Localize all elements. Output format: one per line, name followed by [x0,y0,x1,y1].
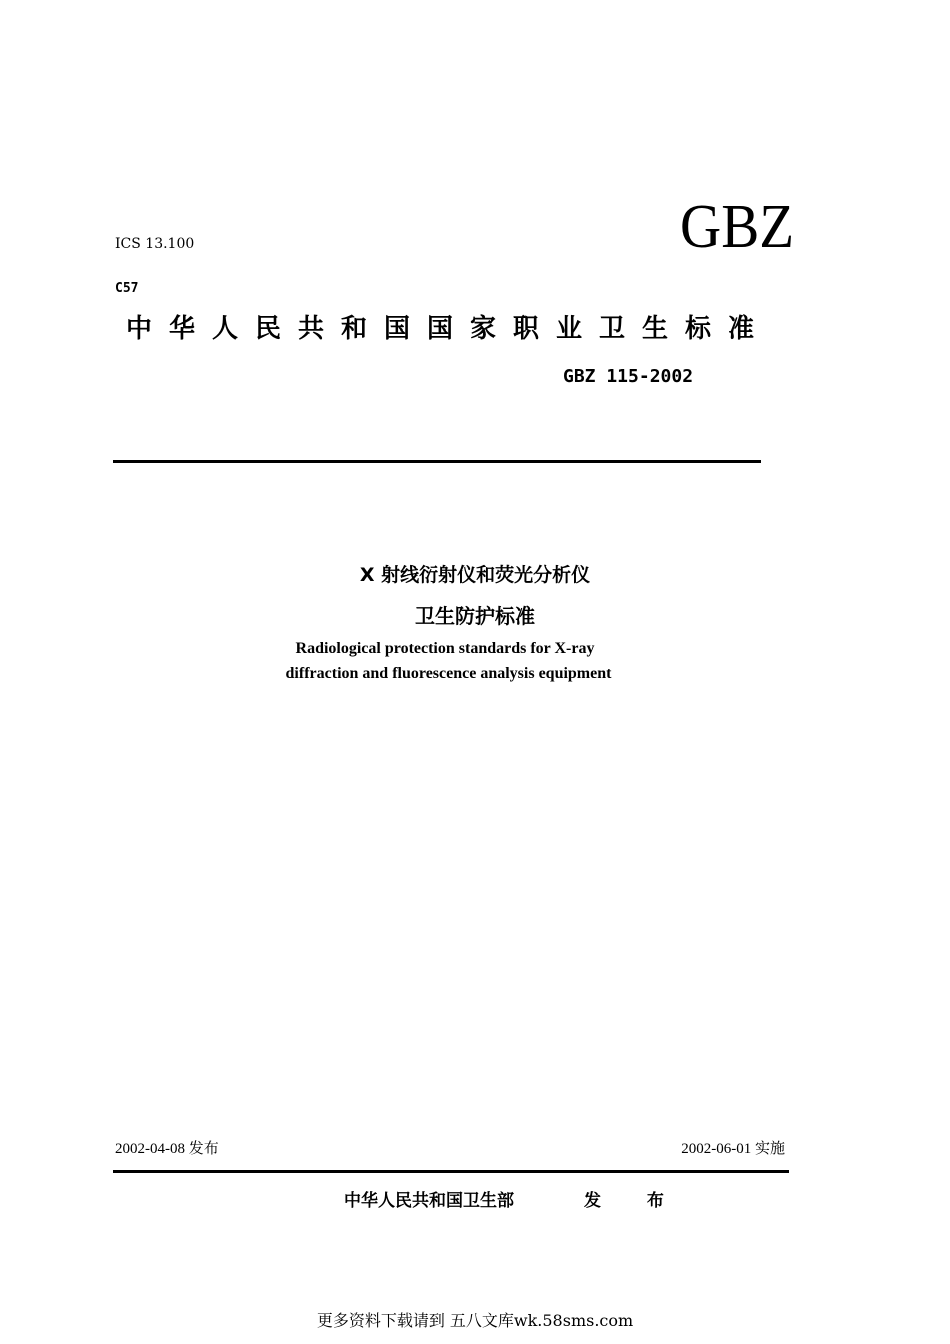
issue-date: 2002-04-08 发布 [115,1141,219,1157]
download-note: 更多资料下载请到 五八文库wk.58sms.com [316,1311,634,1330]
gbz-logo: GBZ [680,193,795,261]
standard-number: GBZ 115-2002 [563,366,694,387]
title-chinese-line-1: X 射线衍射仪和荧光分析仪 [359,564,591,586]
issuer-name: 中华人民共和国卫生部 [344,1191,514,1211]
implementation-date: 2002-06-01 实施 [681,1141,785,1157]
organization-title: 中华人民共和国国家职业卫生标准 [126,314,772,344]
issuer-action: 发 布 [584,1191,684,1211]
title-english-line-2: diffraction and fluorescence analysis equipment [285,665,612,682]
footer-divider [113,1170,789,1173]
title-english-line-1: Radiological protection standards for X-ray [295,640,595,657]
ics-code: ICS 13.100 [115,236,195,252]
header-divider [113,460,761,463]
title-chinese-line-2: 卫生防护标准 [415,604,535,628]
ccs-code: C57 [115,281,139,296]
